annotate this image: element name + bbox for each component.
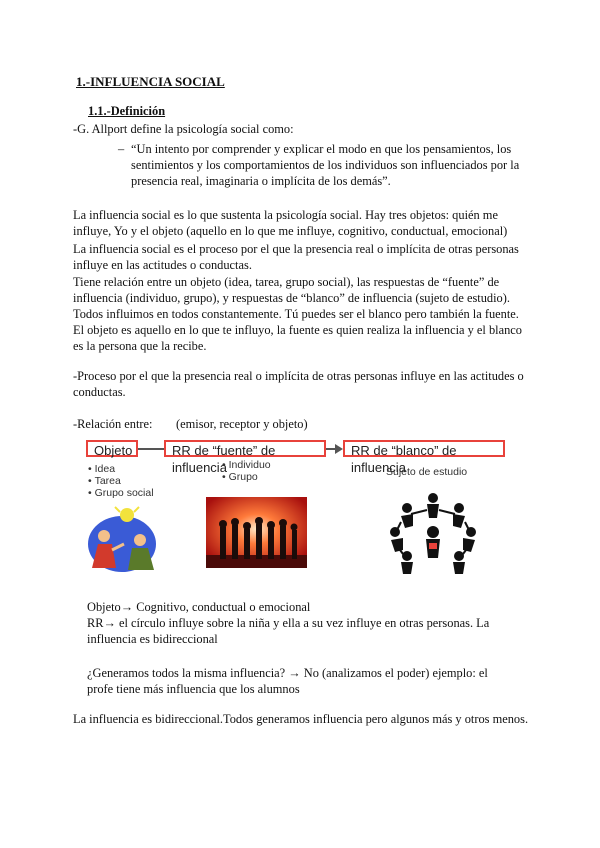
paragraph-2: La influencia social es el proceso por el que la presencia real o implícita de otras personas influye en las actitudes o conductas. (73, 242, 519, 272)
closing-text: La influencia es bidireccional.Todos generamos influencia pero algunos más y otros menos. (73, 712, 529, 726)
circle-of-people-icon (383, 488, 483, 576)
paragraph-3: Tiene relación entre un objeto (idea, tarea, grupo social), las respuestas de “fuente” de influencia (individuo, grupo), y respuestas de “blanco” de influencia (sujeto de estudio). Todos influimos en todos constantemente. Tú puedes ser el blanco pero también la fuente. (73, 275, 519, 321)
box-objeto: Objeto (86, 440, 138, 457)
objeto-list (88, 463, 154, 499)
process-text: -Proceso por el que la presencia real o implícita de otras personas influye en las actitudes o conductas. (73, 369, 524, 399)
subject-label: Sujeto de estudio (386, 466, 468, 478)
list-item: • Idea (88, 463, 154, 475)
list-item: • Grupo social (88, 487, 154, 499)
note-rr: RR→ el círculo influye sobre la niña y ella a su vez influye en otras personas. La influencia es bidireccional (87, 616, 490, 646)
note-question: ¿Generamos todos la misma influencia? → No (analizamos el poder) ejemplo: el profe tiene más influencia que los alumnos (87, 666, 488, 696)
list-item: • Grupo (222, 471, 271, 483)
idea-clipart-icon (82, 506, 162, 574)
box-blanco: RR de “blanco” de influencia (343, 440, 505, 457)
list-item: • Tarea (88, 475, 154, 487)
relation-label: -Relación entre: (73, 417, 153, 431)
box-fuente: RR de “fuente” de influencia (164, 440, 326, 457)
quote-dash: – (118, 142, 125, 156)
group-photo-icon (206, 497, 307, 568)
arrow-right-icon (335, 444, 343, 454)
list-item: • Individuo (222, 459, 271, 471)
allport-quote: “Un intento por comprender y explicar el modo en que los pensamientos, los sentimientos y los comportamientos de los individuos son influenciados por la presencia real, imaginaria o implícita de los demás”. (131, 142, 520, 188)
section-title: 1.1.-Definición (88, 104, 166, 118)
page-title: 1.-INFLUENCIA SOCIAL (76, 74, 225, 89)
intro-text: -G. Allport define la psicología social como: (73, 122, 294, 136)
fuente-list (222, 459, 271, 483)
connector-line (138, 448, 164, 450)
paragraph-1: La influencia social es lo que sustenta la psicología social. Hay tres objetos: quién me influye, Yo y el objeto (aquello en lo que me influye, cognitivo, conductual, emocional) (73, 208, 508, 238)
relation-note: (emisor, receptor y objeto) (176, 417, 308, 431)
paragraph-4: El objeto es aquello en lo que te influyo, la fuente es quien realiza la influencia y el blanco es la persona que la recibe. (73, 323, 522, 353)
note-objeto: Objeto→ Cognitivo, conductual o emocional (87, 600, 311, 614)
